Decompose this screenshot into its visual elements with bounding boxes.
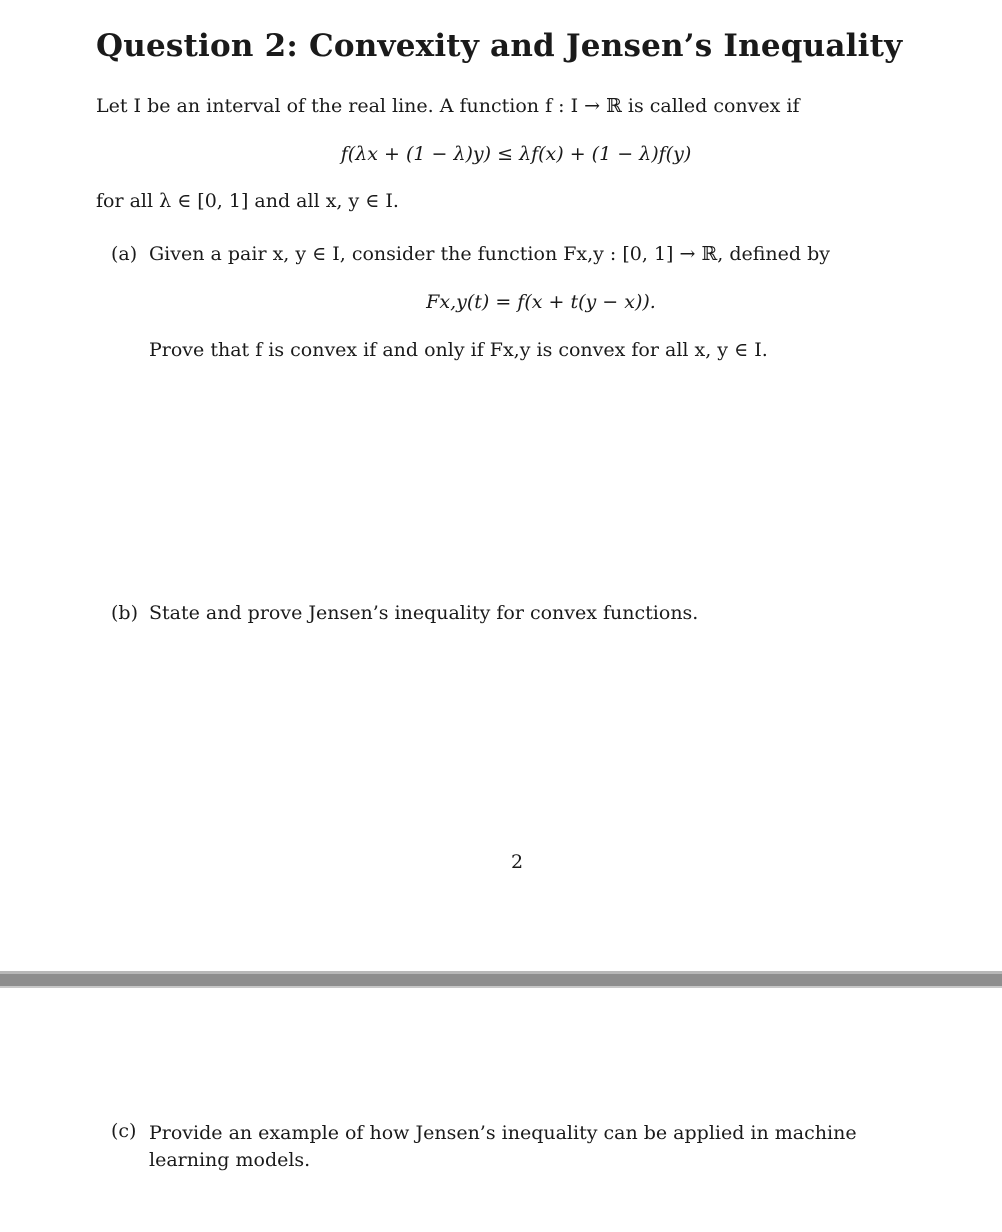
quantifier-text: for all λ ∈ [0, 1] and all x, y ∈ I. <box>96 190 399 212</box>
question-title: Question 2: Convexity and Jensen’s Inequality <box>96 28 903 64</box>
part-a-definition: Fx,y(t) = f(x + t(y − x)). <box>426 291 656 313</box>
part-b-text: State and prove Jensen’s inequality for convex functions. <box>149 602 699 624</box>
part-a-task: Prove that f is convex if and only if Fx,y is convex for all x, y ∈ I. <box>149 339 768 361</box>
part-b-label: (b) <box>111 602 138 624</box>
part-a-label: (a) <box>111 243 138 265</box>
page-number: 2 <box>511 851 524 873</box>
convexity-inequality: f(λx + (1 − λ)y) ≤ λf(x) + (1 − λ)f(y) <box>340 143 692 165</box>
intro-text: Let I be an interval of the real line. A function f : I → ℝ is called convex if <box>96 95 800 117</box>
part-c-text: Provide an example of how Jensen’s inequality can be applied in machine learning models. <box>149 1122 857 1171</box>
part-a-text: Given a pair x, y ∈ I, consider the function Fx,y : [0, 1] → ℝ, defined by <box>149 243 830 265</box>
part-c-label: (c) <box>111 1120 137 1142</box>
page-break-divider <box>0 971 1002 988</box>
